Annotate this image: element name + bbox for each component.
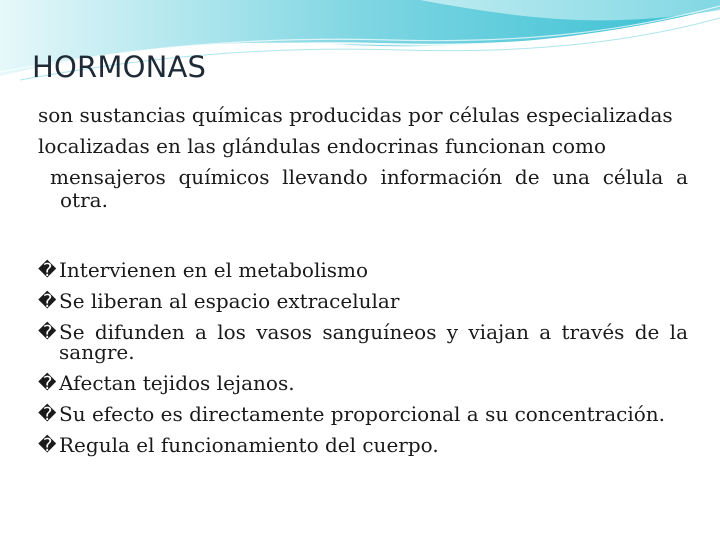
bullet-marker-icon: � (38, 435, 57, 456)
bullet-text: Regula el funcionamiento del cuerpo. (59, 433, 439, 457)
bullet-marker-icon: � (38, 322, 57, 343)
slide-title: HORMONAS (32, 50, 207, 84)
intro-line: localizadas en las glándulas endocrinas funcionan como (38, 134, 607, 158)
bullet-item (38, 399, 688, 430)
bullet-text: Intervienen en el metabolismo (59, 258, 369, 282)
intro-paragraph (38, 100, 688, 210)
bullet-marker-icon: � (38, 404, 57, 425)
bullet-item (38, 368, 688, 399)
bullet-marker-icon: � (38, 373, 57, 394)
intro-line: mensajeros químicos llevando información de una célula a (50, 165, 688, 189)
bullet-text: Afectan tejidos lejanos. (59, 371, 295, 395)
bullet-item (38, 255, 688, 286)
bullet-item (38, 286, 688, 317)
bullet-text: Se liberan al espacio extracelular (59, 289, 400, 313)
bullet-list (38, 255, 688, 461)
bullet-item (38, 317, 688, 368)
intro-line: son sustancias químicas producidas por células especializadas (38, 103, 673, 127)
bullet-text: Se difunden a los vasos sanguíneos y viajan a través de la (59, 320, 688, 344)
bullet-text: Su efecto es directamente proporcional a su concentración. (59, 402, 666, 426)
bullet-marker-icon: � (38, 291, 57, 312)
intro-line: otra. (60, 188, 108, 212)
bullet-marker-icon: � (38, 260, 57, 281)
bullet-item (38, 430, 688, 461)
bullet-text-continuation: sangre. (59, 340, 135, 364)
